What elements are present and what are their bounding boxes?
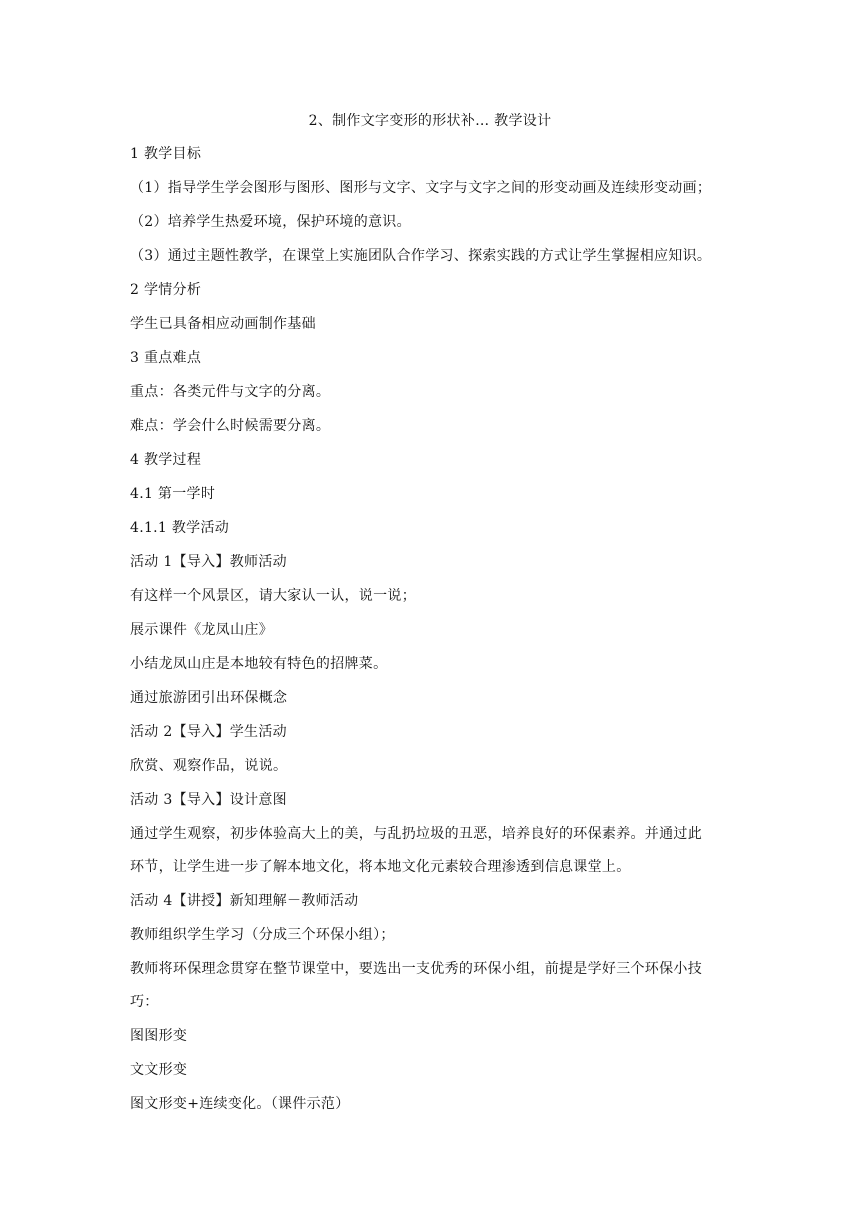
analysis-text: 学生已具备相应动画制作基础 xyxy=(130,316,316,332)
activity-heading-4: 活动 4【讲授】新知理解－教师活动 xyxy=(130,893,359,909)
document-body xyxy=(130,144,740,1128)
objective-item-2: （2）培养学生热爱环境，保护环境的意识。 xyxy=(130,214,411,230)
technique-item: 文文形变 xyxy=(130,1062,188,1078)
section-heading-key-points: 3 重点难点 xyxy=(130,350,202,366)
objective-item-1: （1）指导学生学会图形与图形、图形与文字、文字与文字之间的形变动画及连续形变动画； xyxy=(130,180,712,196)
section-heading-process: 4 教学过程 xyxy=(130,452,202,468)
activity-text: 通过旅游团引出环保概念 xyxy=(130,690,288,706)
activity-heading-2: 活动 2【导入】学生活动 xyxy=(130,724,287,740)
activity-text: 教师组织学生学习（分成三个环保小组）； xyxy=(130,927,395,943)
activity-text: 教师将环保理念贯穿在整节课堂中，要选出一支优秀的环保小组，前提是学好三个环保小技 xyxy=(130,961,702,977)
subsection-heading-activities: 4.1.1 教学活动 xyxy=(130,520,230,536)
document-title: 2、制作文字变形的形状补… 教学设计 xyxy=(308,113,552,129)
activity-text-continued: 巧： xyxy=(130,994,159,1010)
section-heading-analysis: 2 学情分析 xyxy=(130,282,202,298)
activity-heading-3: 活动 3【导入】设计意图 xyxy=(130,792,287,808)
subsection-heading-first-period: 4.1 第一学时 xyxy=(130,486,216,502)
activity-text: 展示课件《龙凤山庄》 xyxy=(130,622,273,638)
activity-text: 有这样一个风景区，请大家认一认，说一说； xyxy=(130,588,416,604)
activity-text: 小结龙凤山庄是本地较有特色的招牌菜。 xyxy=(130,656,388,672)
objective-item-3: （3）通过主题性教学，在课堂上实施团队合作学习、探索实践的方式让学生掌握相应知识。 xyxy=(130,248,712,264)
design-intent-text-continued: 环节，让学生进一步了解本地文化，将本地文化元素较合理渗透到信息课堂上。 xyxy=(130,859,631,875)
key-point-text: 重点：各类元件与文字的分离。 xyxy=(130,384,331,400)
activity-text: 欣赏、观察作品，说说。 xyxy=(130,758,288,774)
technique-item: 图图形变 xyxy=(130,1028,188,1044)
difficulty-text: 难点：学会什么时候需要分离。 xyxy=(130,418,331,434)
technique-item: 图文形变+连续变化。（课件示范） xyxy=(130,1096,350,1112)
design-intent-text: 通过学生观察，初步体验高大上的美，与乱扔垃圾的丑恶，培养良好的环保素养。并通过此 xyxy=(130,826,702,842)
activity-heading-1: 活动 1【导入】教师活动 xyxy=(130,554,287,570)
section-heading-objectives: 1 教学目标 xyxy=(130,146,202,162)
